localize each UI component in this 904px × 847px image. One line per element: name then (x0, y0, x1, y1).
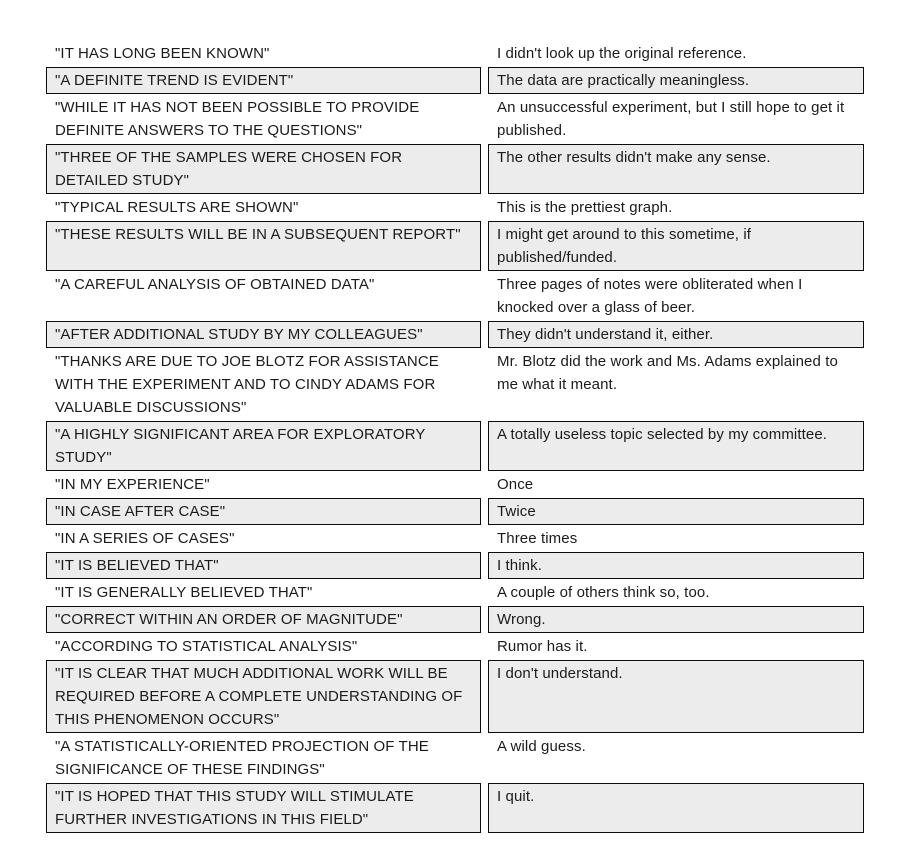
meaning-cell: A totally useless topic selected by my committee. (488, 421, 864, 471)
meaning-cell: Once (497, 476, 534, 493)
meaning-cell: I think. (488, 552, 864, 579)
table-row (46, 194, 864, 221)
phrase-cell: "IT HAS LONG BEEN KNOWN" (55, 45, 270, 62)
meaning-cell: An unsuccessful experiment, but I still hope to get it published. (497, 99, 845, 139)
meaning-cell: A couple of others think so, too. (497, 584, 710, 601)
table-row (46, 67, 864, 94)
phrase-cell: "THANKS ARE DUE TO JOE BLOTZ FOR ASSISTANCE WITH THE EXPERIMENT AND TO CINDY ADAMS FOR VALUABLE DISCUSSIONS" (55, 353, 439, 416)
meaning-cell: The other results didn't make any sense. (488, 144, 864, 194)
meaning-cell: I quit. (488, 783, 864, 833)
table-row (46, 525, 864, 552)
table-row (46, 733, 864, 783)
phrase-cell: "TYPICAL RESULTS ARE SHOWN" (55, 199, 299, 216)
table-row (46, 552, 864, 579)
phrase-cell: "THREE OF THE SAMPLES WERE CHOSEN FOR DETAILED STUDY" (46, 144, 481, 194)
meaning-cell: A wild guess. (497, 738, 586, 755)
meaning-cell: I didn't look up the original reference. (497, 45, 747, 62)
table-row (46, 144, 864, 194)
table-row (46, 221, 864, 271)
phrase-cell: "IN CASE AFTER CASE" (46, 498, 481, 525)
meaning-cell: Twice (488, 498, 864, 525)
table-row (46, 348, 864, 421)
table-row (46, 471, 864, 498)
phrase-cell: "ACCORDING TO STATISTICAL ANALYSIS" (55, 638, 358, 655)
meaning-cell: Three times (497, 530, 578, 547)
meaning-cell: This is the prettiest graph. (497, 199, 673, 216)
table-row (46, 321, 864, 348)
table-row (46, 498, 864, 525)
meaning-cell: Three pages of notes were obliterated when I knocked over a glass of beer. (497, 276, 803, 316)
meaning-cell: Rumor has it. (497, 638, 588, 655)
phrase-cell: "IN A SERIES OF CASES" (55, 530, 235, 547)
table-row (46, 271, 864, 321)
phrase-cell: "IT IS HOPED THAT THIS STUDY WILL STIMULATE FURTHER INVESTIGATIONS IN THIS FIELD" (46, 783, 481, 833)
table-row (46, 94, 864, 144)
table-row (46, 660, 864, 733)
phrase-cell: "IT IS GENERALLY BELIEVED THAT" (55, 584, 313, 601)
phrase-cell: "A STATISTICALLY-ORIENTED PROJECTION OF THE SIGNIFICANCE OF THESE FINDINGS" (55, 738, 429, 778)
meaning-cell: Wrong. (488, 606, 864, 633)
phrase-cell: "IN MY EXPERIENCE" (55, 476, 210, 493)
meaning-cell: I don't understand. (488, 660, 864, 733)
table-row (46, 421, 864, 471)
phrase-cell: "THESE RESULTS WILL BE IN A SUBSEQUENT REPORT" (46, 221, 481, 271)
table-row (46, 579, 864, 606)
phrase-cell: "A DEFINITE TREND IS EVIDENT" (46, 67, 481, 94)
phrase-cell: "IT IS BELIEVED THAT" (46, 552, 481, 579)
phrase-cell: "AFTER ADDITIONAL STUDY BY MY COLLEAGUES" (46, 321, 481, 348)
phrase-cell: "IT IS CLEAR THAT MUCH ADDITIONAL WORK WILL BE REQUIRED BEFORE A COMPLETE UNDERSTANDING OF THIS PHENOMENON OCCURS" (46, 660, 481, 733)
phrase-cell: "A CAREFUL ANALYSIS OF OBTAINED DATA" (55, 276, 375, 293)
translation-table (46, 40, 864, 833)
phrase-cell: "CORRECT WITHIN AN ORDER OF MAGNITUDE" (46, 606, 481, 633)
table-row (46, 783, 864, 833)
meaning-cell: Mr. Blotz did the work and Ms. Adams explained to me what it meant. (497, 353, 838, 393)
table-row (46, 606, 864, 633)
table-row (46, 40, 864, 67)
phrase-cell: "A HIGHLY SIGNIFICANT AREA FOR EXPLORATORY STUDY" (46, 421, 481, 471)
phrase-cell: "WHILE IT HAS NOT BEEN POSSIBLE TO PROVIDE DEFINITE ANSWERS TO THE QUESTIONS" (55, 99, 420, 139)
table-row (46, 633, 864, 660)
meaning-cell: They didn't understand it, either. (488, 321, 864, 348)
meaning-cell: The data are practically meaningless. (488, 67, 864, 94)
meaning-cell: I might get around to this sometime, if published/funded. (488, 221, 864, 271)
